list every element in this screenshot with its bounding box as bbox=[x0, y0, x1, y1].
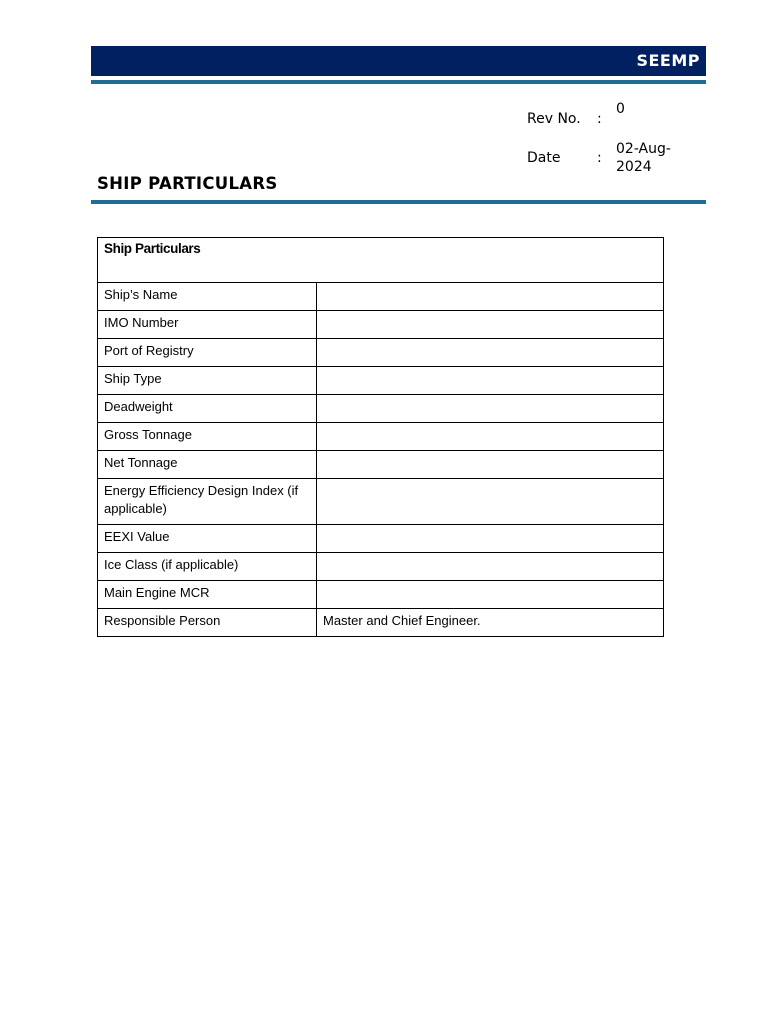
row-value-cell[interactable] bbox=[317, 339, 664, 367]
header-rule bbox=[91, 80, 706, 84]
table-row bbox=[98, 395, 664, 423]
row-value-cell[interactable] bbox=[317, 283, 664, 311]
row-value-cell[interactable] bbox=[317, 311, 664, 339]
row-label: Ice Class (if applicable) bbox=[98, 553, 317, 581]
row-label: Port of Registry bbox=[98, 339, 317, 367]
row-label: Ship Type bbox=[98, 367, 317, 395]
row-label: Energy Efficiency Design Index (if applicable) bbox=[98, 479, 317, 525]
row-label: Ship’s Name bbox=[98, 283, 317, 311]
table-row bbox=[98, 367, 664, 395]
page-title: SHIP PARTICULARS bbox=[97, 174, 278, 193]
table-row bbox=[98, 581, 664, 609]
row-value-cell[interactable] bbox=[317, 553, 664, 581]
row-value-cell[interactable] bbox=[317, 423, 664, 451]
row-label: IMO Number bbox=[98, 311, 317, 339]
date-separator: : bbox=[597, 150, 602, 166]
table-row bbox=[98, 609, 664, 637]
row-value-cell[interactable] bbox=[317, 395, 664, 423]
date-row bbox=[527, 140, 707, 176]
row-label: Gross Tonnage bbox=[98, 423, 317, 451]
row-value-cell[interactable] bbox=[317, 451, 664, 479]
row-label: Responsible Person bbox=[98, 609, 317, 637]
ship-particulars-table bbox=[97, 237, 664, 637]
row-label: EEXI Value bbox=[98, 525, 317, 553]
document-meta bbox=[527, 100, 707, 176]
row-value-cell[interactable] bbox=[317, 581, 664, 609]
table-row bbox=[98, 525, 664, 553]
table-row bbox=[98, 339, 664, 367]
row-value-cell[interactable] bbox=[317, 525, 664, 553]
date-label: Date bbox=[527, 150, 561, 166]
date-value: 02-Aug-2024 bbox=[616, 141, 671, 175]
row-label: Main Engine MCR bbox=[98, 581, 317, 609]
table-heading-row bbox=[98, 238, 664, 283]
title-rule bbox=[91, 200, 706, 204]
revision-row bbox=[527, 100, 707, 138]
header-banner bbox=[91, 46, 706, 76]
document-code: SEEMP bbox=[636, 51, 700, 70]
table-row bbox=[98, 423, 664, 451]
table-row bbox=[98, 553, 664, 581]
row-label: Net Tonnage bbox=[98, 451, 317, 479]
row-value-cell[interactable]: Master and Chief Engineer. bbox=[317, 609, 664, 637]
row-value-cell[interactable] bbox=[317, 479, 664, 525]
table-heading: Ship Particulars bbox=[98, 238, 664, 283]
revision-value: 0 bbox=[616, 101, 625, 117]
row-value-cell[interactable] bbox=[317, 367, 664, 395]
table-row bbox=[98, 283, 664, 311]
table-row bbox=[98, 479, 664, 525]
revision-separator: : bbox=[597, 111, 602, 127]
table-row bbox=[98, 451, 664, 479]
table-row bbox=[98, 311, 664, 339]
row-label: Deadweight bbox=[98, 395, 317, 423]
revision-label: Rev No. bbox=[527, 111, 581, 127]
